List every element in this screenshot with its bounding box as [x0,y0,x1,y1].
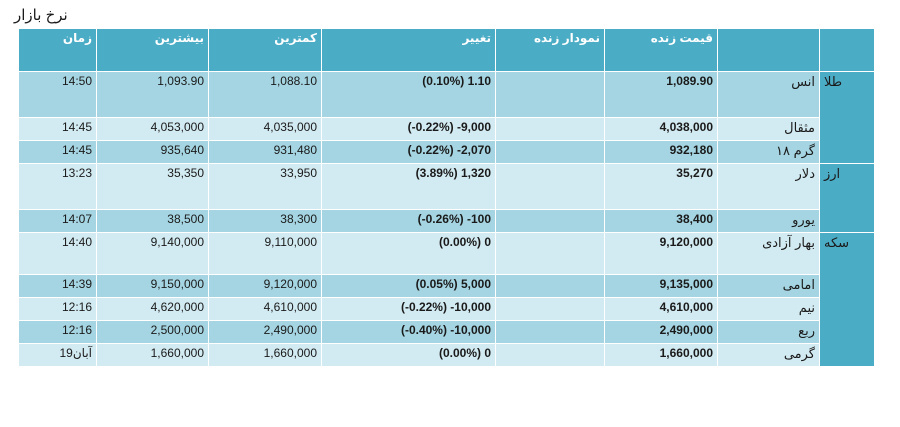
live-chart-cell[interactable] [496,233,605,275]
table-row [19,118,875,141]
item-name-cell: نیم [718,298,820,321]
header-name [718,29,820,72]
high-cell: 4,620,000 [97,298,209,321]
live-chart-cell[interactable] [496,344,605,367]
change-cell: (3.89%) 1,320 [322,164,496,210]
high-cell: 38,500 [97,210,209,233]
low-cell: 2,490,000 [209,321,322,344]
change-cell: (0.00%) 0 [322,233,496,275]
header-low: کمترین [209,29,322,72]
low-cell: 1,660,000 [209,344,322,367]
high-cell: 9,140,000 [97,233,209,275]
header-live-chart: نمودار زنده [496,29,605,72]
low-cell: 4,035,000 [209,118,322,141]
price-cell: 2,490,000 [605,321,718,344]
time-cell: 14:45 [19,141,97,164]
high-cell: 35,350 [97,164,209,210]
price-cell: 932,180 [605,141,718,164]
price-cell: 35,270 [605,164,718,210]
low-cell: 1,088.10 [209,72,322,118]
time-cell: 14:40 [19,233,97,275]
table-row [19,298,875,321]
table-row [19,344,875,367]
time-cell: 12:16 [19,321,97,344]
change-cell: (-0.26%) -100 [322,210,496,233]
table-header-row [19,29,875,72]
change-cell: (0.10%) 1.10 [322,72,496,118]
change-cell: (-0.22%) -2,070 [322,141,496,164]
price-cell: 1,660,000 [605,344,718,367]
item-name-cell: مثقال [718,118,820,141]
page-title: نرخ بازار [14,7,68,24]
time-cell: 14:39 [19,275,97,298]
price-cell: 4,610,000 [605,298,718,321]
category-cell-coins: سکه [820,233,875,367]
high-cell: 1,093.90 [97,72,209,118]
live-chart-cell[interactable] [496,298,605,321]
price-cell: 9,120,000 [605,233,718,275]
time-cell: 14:07 [19,210,97,233]
header-time: زمان [19,29,97,72]
live-chart-cell[interactable] [496,118,605,141]
item-name-cell: گرمی [718,344,820,367]
live-chart-cell[interactable] [496,275,605,298]
table-row [19,275,875,298]
item-name-cell: ربع [718,321,820,344]
header-high: بیشترین [97,29,209,72]
low-cell: 33,950 [209,164,322,210]
table-row [19,72,875,118]
price-cell: 38,400 [605,210,718,233]
category-cell-gold: طلا [820,72,875,164]
high-cell: 4,053,000 [97,118,209,141]
live-chart-cell[interactable] [496,72,605,118]
high-cell: 1,660,000 [97,344,209,367]
live-chart-cell[interactable] [496,210,605,233]
low-cell: 38,300 [209,210,322,233]
header-category [820,29,875,72]
high-cell: 2,500,000 [97,321,209,344]
change-cell: (0.05%) 5,000 [322,275,496,298]
low-cell: 9,110,000 [209,233,322,275]
change-cell: (-0.40%) -10,000 [322,321,496,344]
high-cell: 935,640 [97,141,209,164]
change-cell: (-0.22%) -9,000 [322,118,496,141]
table-row [19,164,875,210]
price-cell: 4,038,000 [605,118,718,141]
time-cell: 14:50 [19,72,97,118]
item-name-cell: دلار [718,164,820,210]
table-row [19,321,875,344]
live-chart-cell[interactable] [496,321,605,344]
item-name-cell: امامی [718,275,820,298]
table-row [19,210,875,233]
low-cell: 4,610,000 [209,298,322,321]
low-cell: 9,120,000 [209,275,322,298]
category-cell-currency: ارز [820,164,875,233]
price-cell: 1,089.90 [605,72,718,118]
time-cell: 14:45 [19,118,97,141]
change-cell: (0.00%) 0 [322,344,496,367]
item-name-cell: انس [718,72,820,118]
price-cell: 9,135,000 [605,275,718,298]
item-name-cell: بهار آزادی [718,233,820,275]
live-chart-cell[interactable] [496,164,605,210]
time-cell: 19آبان [19,344,97,367]
live-chart-cell[interactable] [496,141,605,164]
low-cell: 931,480 [209,141,322,164]
high-cell: 9,150,000 [97,275,209,298]
table-row [19,233,875,275]
header-live-price: قیمت زنده [605,29,718,72]
time-cell: 13:23 [19,164,97,210]
item-name-cell: گرم ۱۸ [718,141,820,164]
time-cell: 12:16 [19,298,97,321]
header-change: تغییر [322,29,496,72]
table-row [19,141,875,164]
item-name-cell: یورو [718,210,820,233]
change-cell: (-0.22%) -10,000 [322,298,496,321]
market-rates-table [18,28,875,367]
